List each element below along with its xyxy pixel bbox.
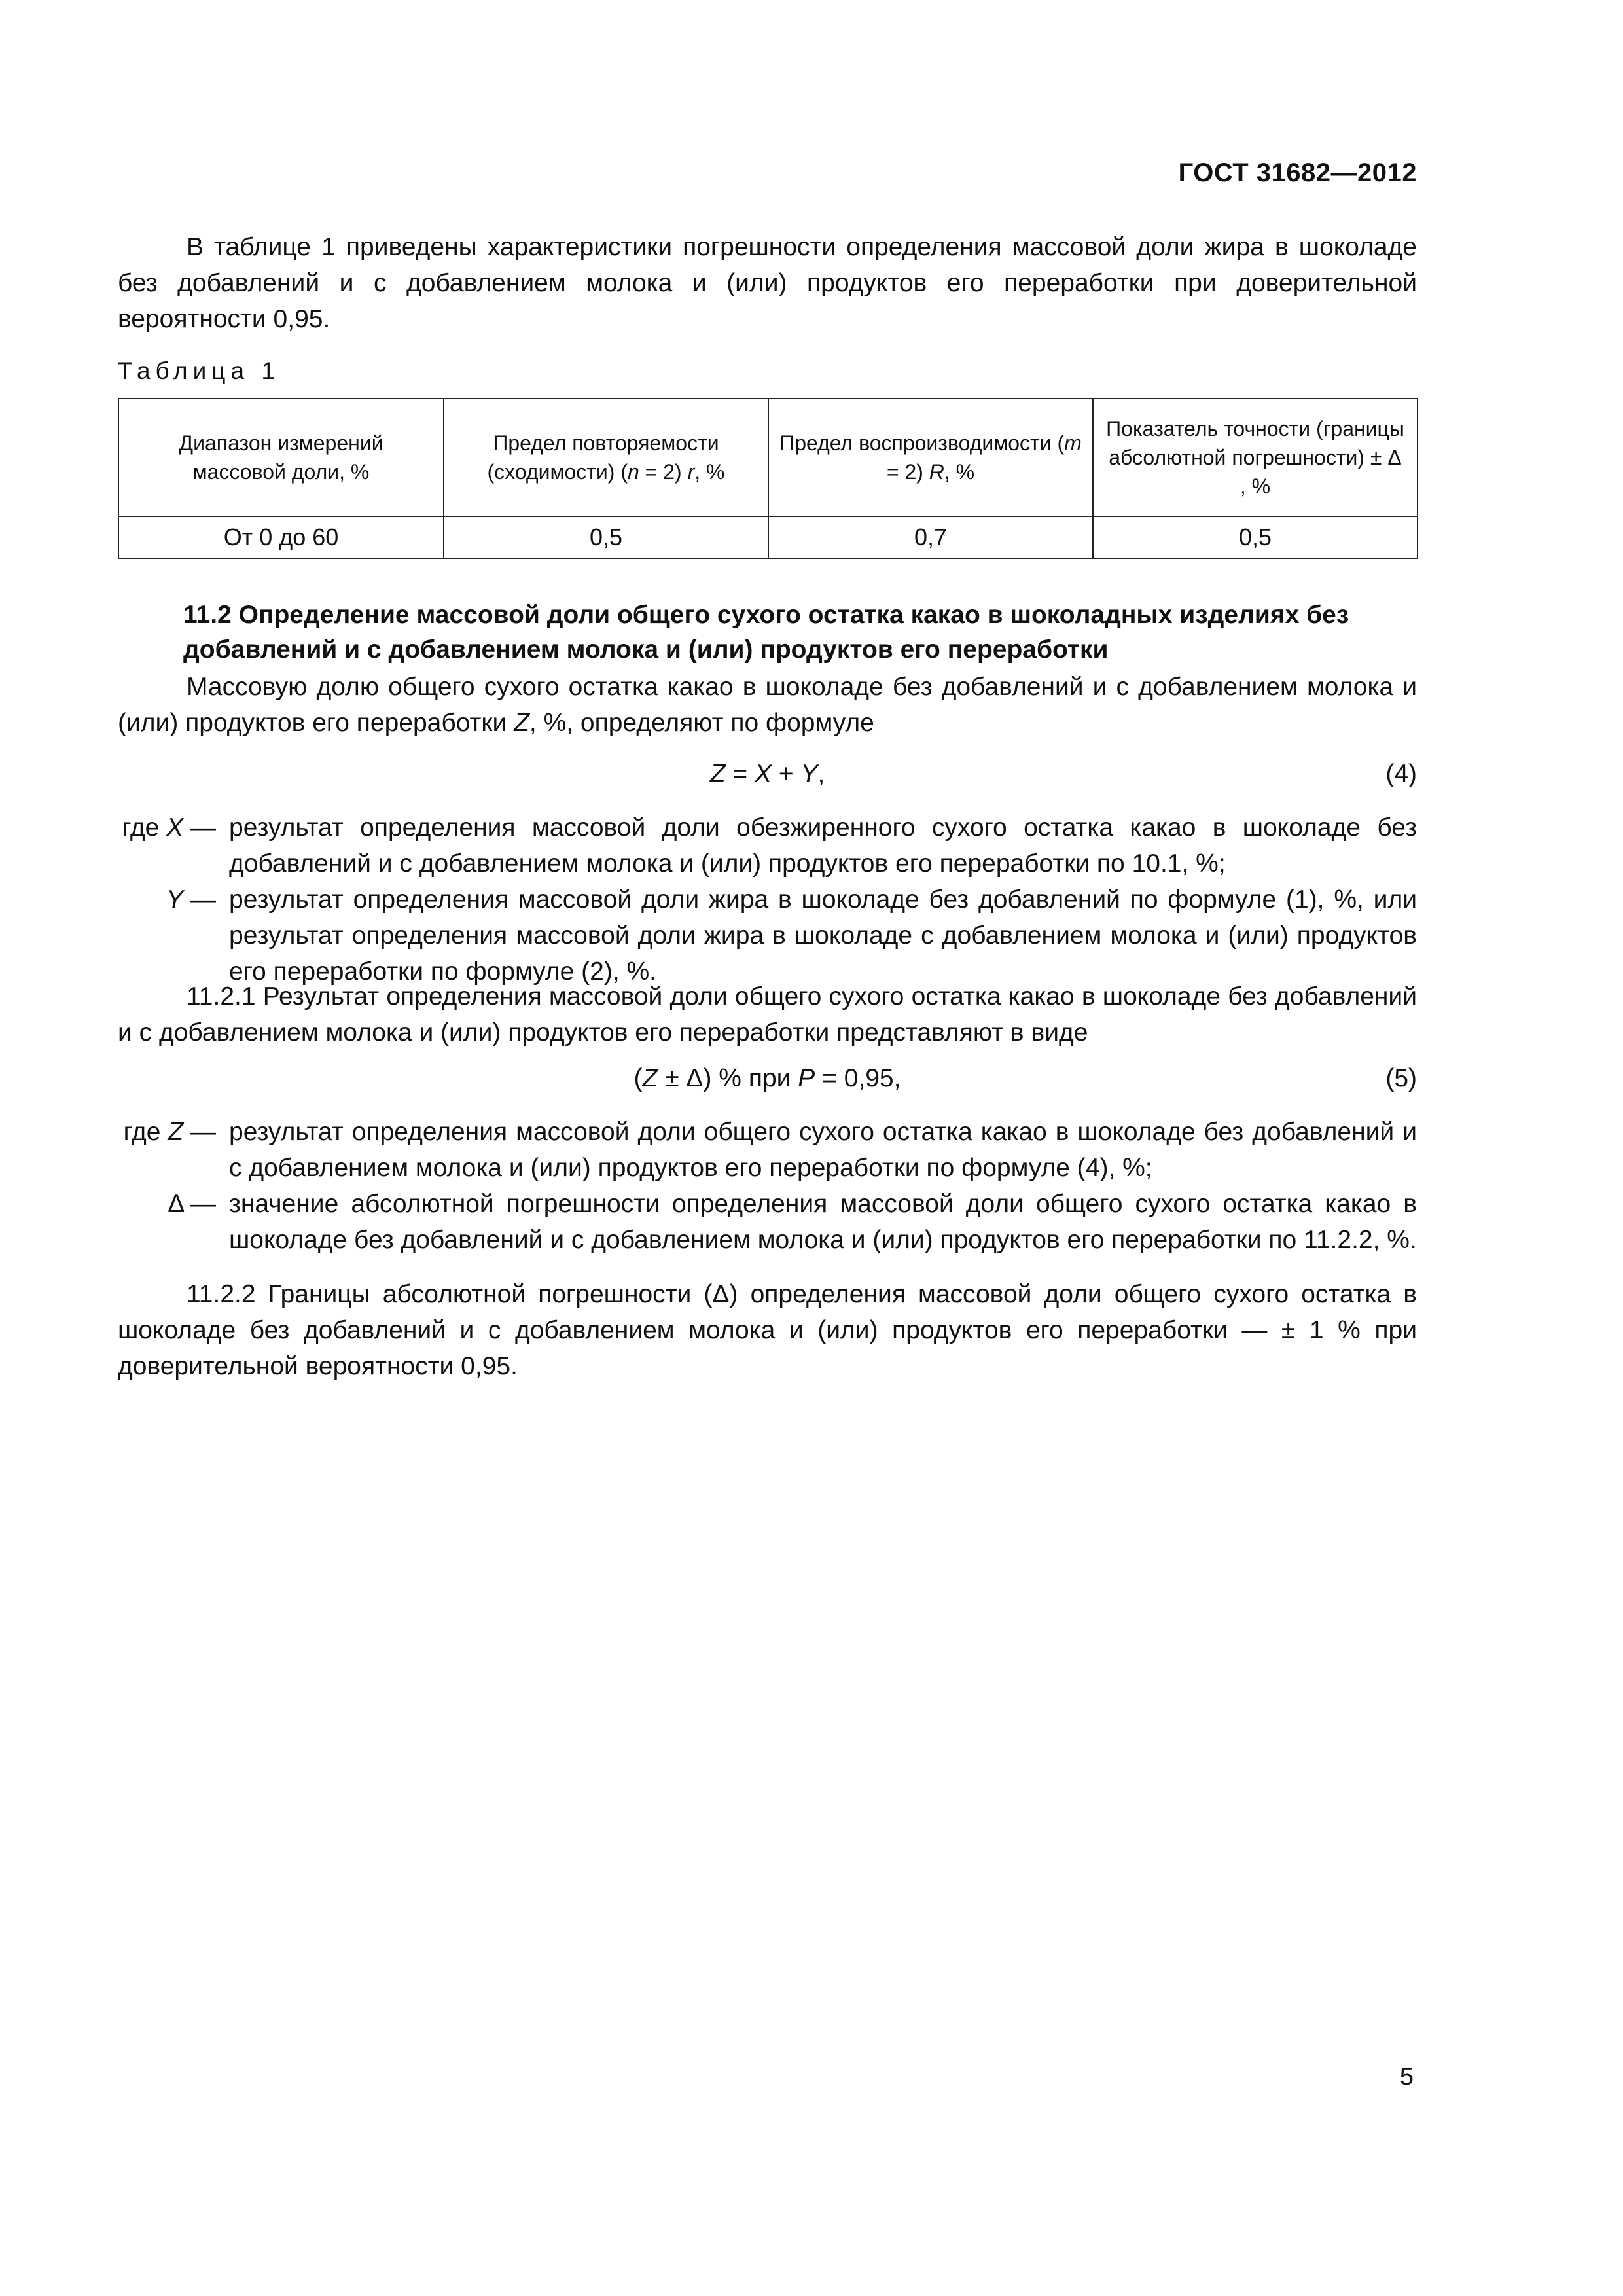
formula-4: Z = X + Y, (4) xyxy=(118,756,1417,792)
where-item: где Z — результат определения массовой доли общего сухого остатка какао в шоколаде без добавлений и с добавлением молока и (или) продуктов его переработки по формуле (4), %; xyxy=(123,1118,1417,1182)
where-item: где X — результат определения массовой доли обезжиренного сухого остатка какао в шоколаде без добавлений и с добавлением молока и (или) продуктов его переработки по 10.1, %; xyxy=(122,814,1417,878)
table-row xyxy=(118,516,1418,558)
table-header-row xyxy=(118,399,1418,516)
intro-text: В таблице 1 приведены характеристики погрешности определения массовой доли жира в шоколаде без добавлений и с добавлением молока и (или) продуктов его переработки при доверительной вероятности 0,95. xyxy=(118,233,1417,333)
formula-number: (5) xyxy=(1385,1064,1417,1092)
where-item: Y — результат определения массовой доли жира в шоколаде без добавлений по формуле (1), %, или результат определения массовой доли жира в шоколаде с добавлением молока и (или) продуктов его переработки по формуле (2), %. xyxy=(166,886,1417,986)
cell-reproducibility: 0,7 xyxy=(768,516,1093,558)
section-body: Массовую долю общего сухого остатка какао в шоколаде без добавлений и с добавлением молока и (или) продуктов его переработки Z, %, определяют по формуле xyxy=(118,673,1417,737)
intro-paragraph xyxy=(118,229,1417,337)
formula-5: (Z ± Δ) % при P = 0,95, (5) xyxy=(118,1060,1417,1096)
where-list-4 xyxy=(118,810,1417,990)
page-number: 5 xyxy=(1399,2063,1414,2090)
accuracy-table xyxy=(118,398,1418,559)
document-code-header: ГОСТ 31682—2012 xyxy=(1178,158,1417,187)
header-reproducibility: Предел воспроизводимости (m = 2) R, % xyxy=(768,399,1093,516)
formula-number: (4) xyxy=(1385,760,1417,788)
table-caption: Таблица 1 xyxy=(118,357,280,384)
paragraph-11-2-2: 11.2.2 Границы абсолютной погрешности (Δ) определения массовой доли общего сухого остатка в шоколаде без добавлений и с добавлением молока и (или) продуктов его переработки — ± 1 % при доверительной вероятности 0,95. xyxy=(118,1280,1417,1380)
where-list-5 xyxy=(118,1114,1417,1258)
header-accuracy: Показатель точности (границы абсолютной погрешности) ± Δ , % xyxy=(1093,399,1418,516)
cell-range: От 0 до 60 xyxy=(118,516,444,558)
cell-accuracy: 0,5 xyxy=(1093,516,1418,558)
header-repeatability: Предел повторяемости (сходимости) (n = 2) r, % xyxy=(444,399,768,516)
header-range: Диапазон измерений массовой доли, % xyxy=(118,399,444,516)
cell-repeatability: 0,5 xyxy=(444,516,768,558)
where-item: Δ — значение абсолютной погрешности определения массовой доли общего сухого остатка какао в шоколаде без добавлений и с добавлением молока и (или) продуктов его переработки по 11.2.2, %. xyxy=(168,1190,1417,1254)
paragraph-11-2-1: 11.2.1 Результат определения массовой доли общего сухого остатка какао в шоколаде без добавлений и с добавлением молока и (или) продуктов его переработки представляют в виде xyxy=(118,982,1417,1047)
section-title: 11.2 Определение массовой доли общего сухого остатка какао в шоколадных изделиях без добавлений и с добавлением молока и (или) продуктов его переработки xyxy=(183,601,1349,664)
